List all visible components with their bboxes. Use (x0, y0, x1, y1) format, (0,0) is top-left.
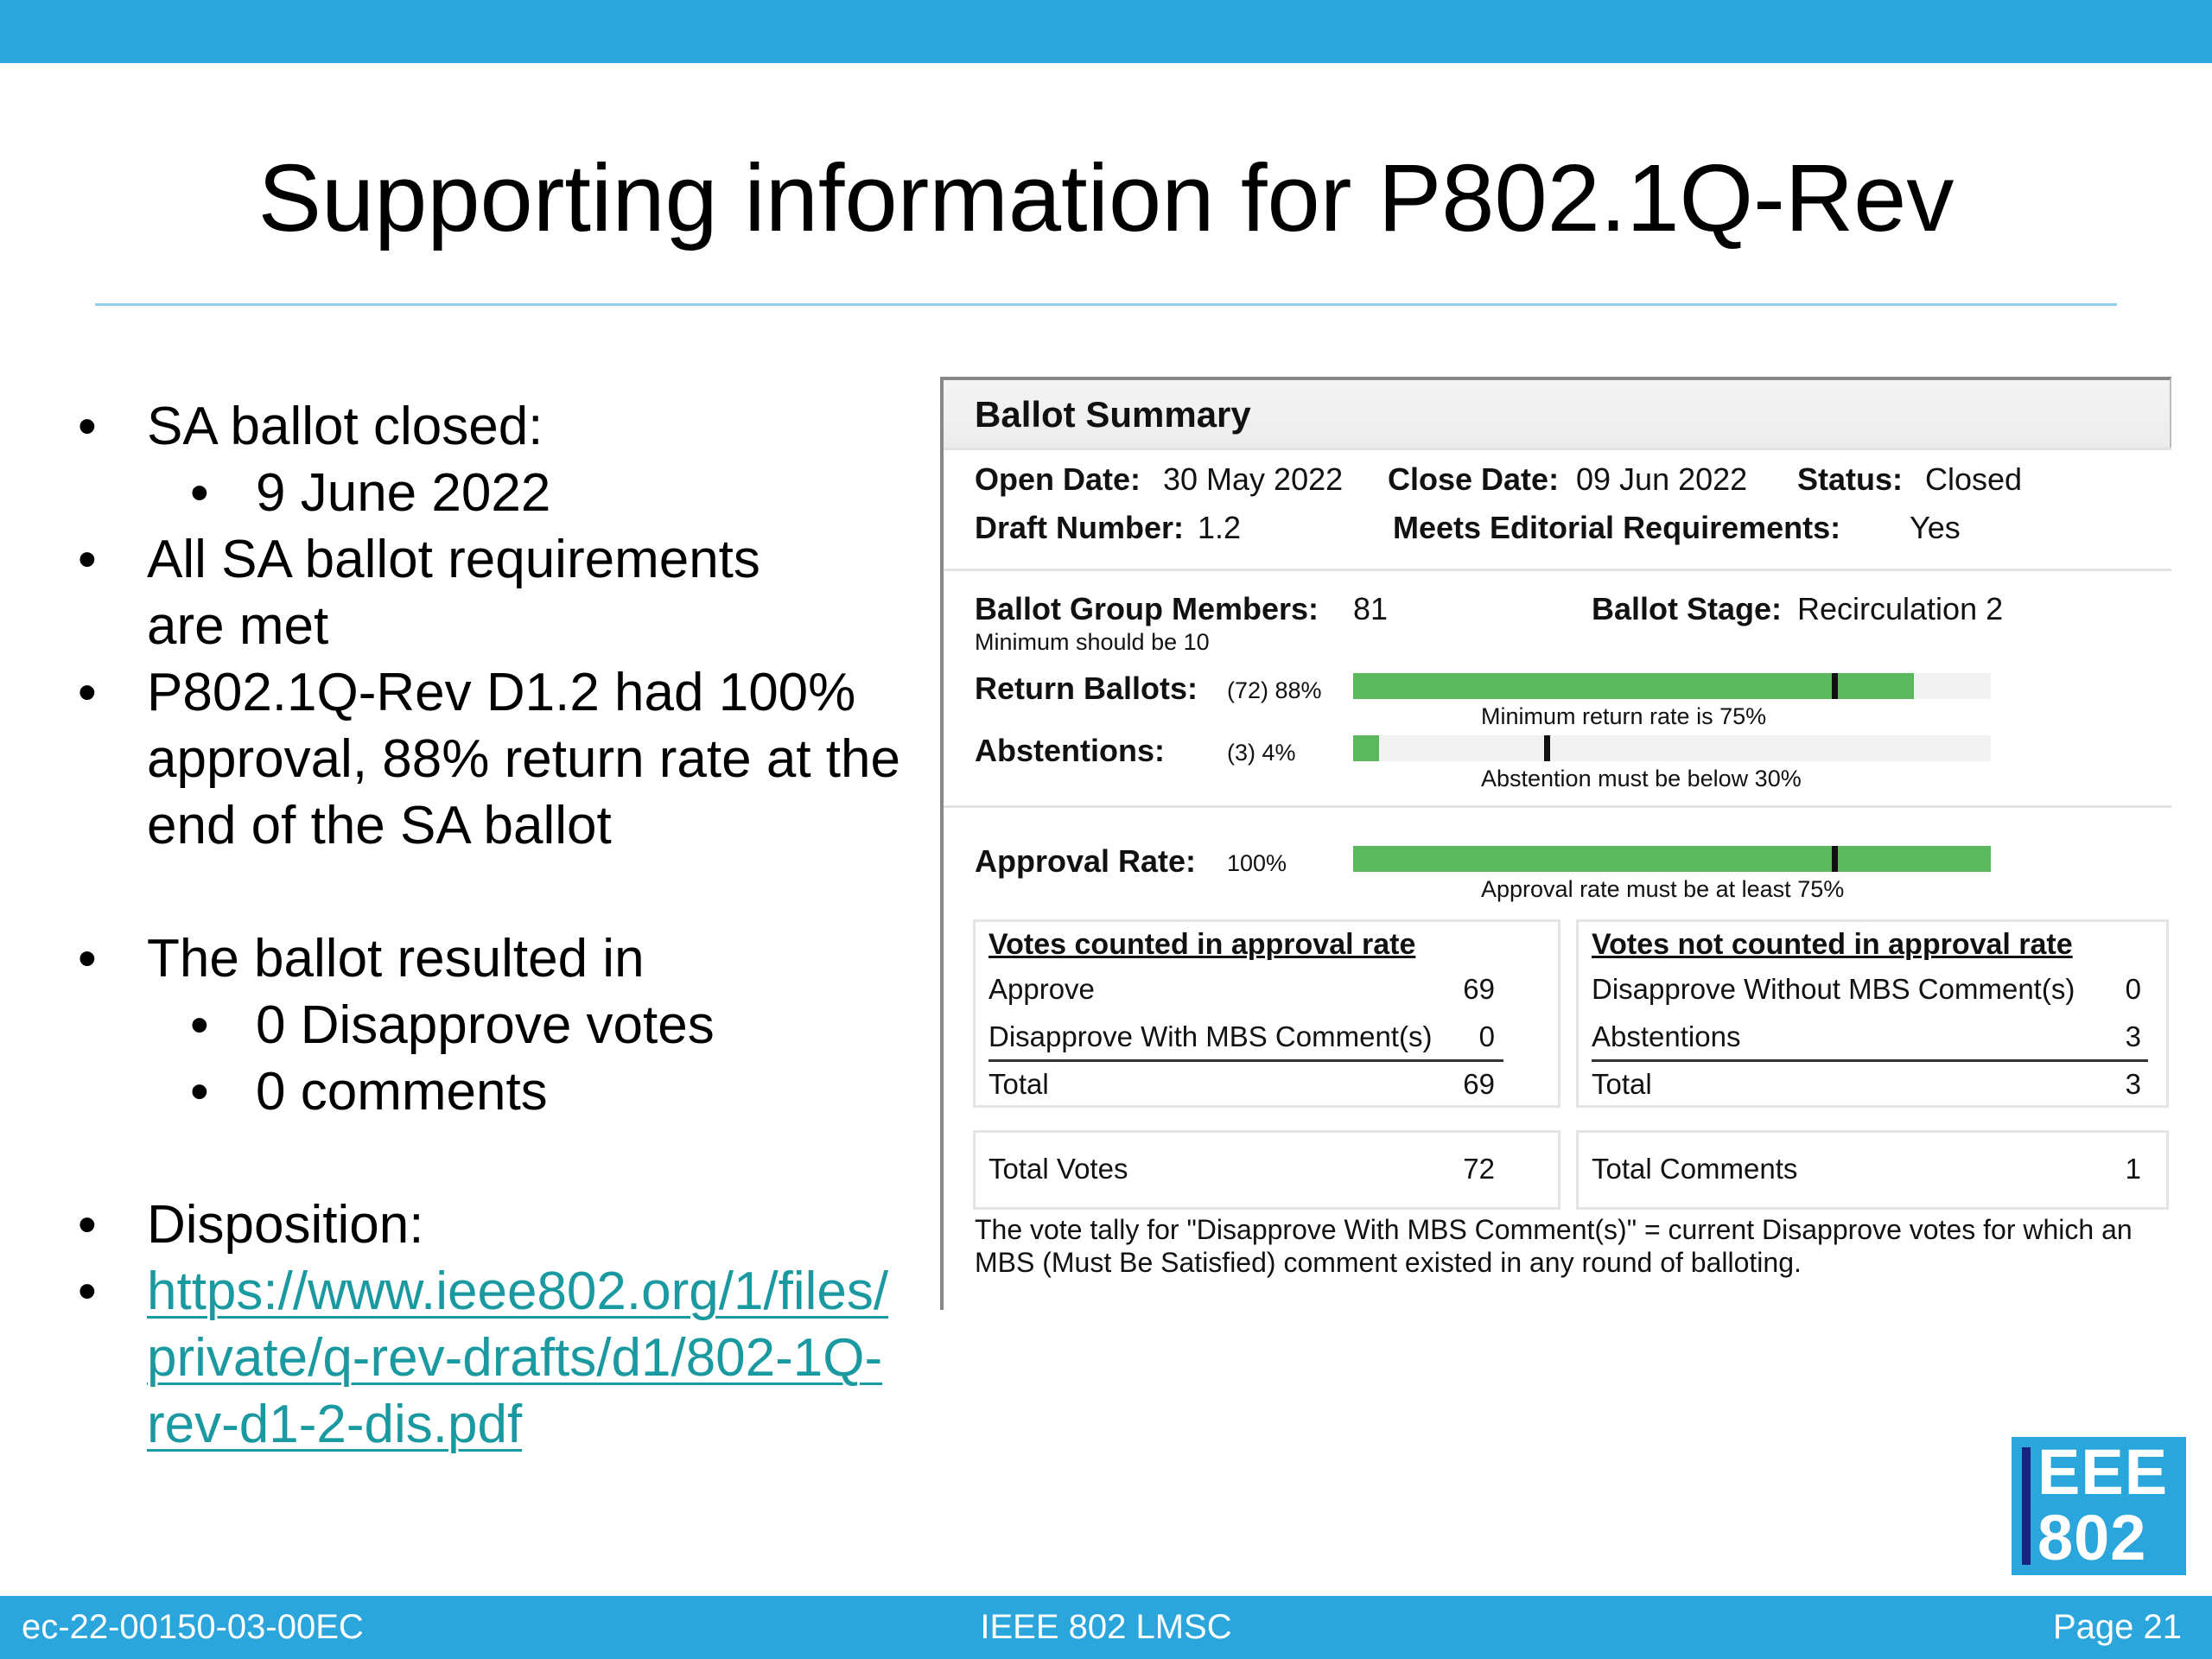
counted-approve-label: Approve (988, 973, 1095, 1005)
bullet-requirements-line1: All SA ballot requirements (147, 530, 760, 589)
return-rate-threshold (1832, 673, 1838, 699)
logo-bar (2022, 1447, 2031, 1565)
disposition-link-line2[interactable]: private/q-rev-drafts/d1/802-1Q- (147, 1328, 883, 1388)
counted-total-value: 69 (1463, 1068, 1495, 1100)
ballot-summary-panel (940, 377, 2171, 1310)
header-separator (944, 448, 2171, 450)
draft-number-label: Draft Number: (975, 510, 1185, 545)
not-counted-disapprove-label: Disapprove Without MBS Comment(s) (1592, 973, 2075, 1005)
editorial-label: Meets Editorial Requirements: (1393, 510, 1841, 545)
not-counted-abstentions-value: 3 (2125, 1020, 2141, 1052)
logo-text-eee: EEE (2037, 1436, 2169, 1508)
rates-separator (944, 805, 2171, 808)
bullet-ballot-closed: • SA ballot closed: (69, 393, 942, 460)
close-date-label: Close Date: (1388, 461, 1560, 497)
return-ballots-value: (72) 88% (1227, 677, 1322, 703)
group-members-label: Ballot Group Members: (975, 591, 1319, 626)
spacer (69, 1125, 942, 1192)
counted-disapprove-label: Disapprove With MBS Comment(s) (988, 1020, 1433, 1052)
open-date-label: Open Date: (975, 461, 1141, 497)
bullet-disposition: • Disposition: (69, 1192, 942, 1258)
slide-title: Supporting information for P802.1Q-Rev (257, 145, 1955, 251)
bullet-requirements-line2: are met (147, 596, 329, 656)
counted-approve-value: 69 (1463, 973, 1495, 1005)
bullet-approval-line2: approval, 88% return rate at the (147, 729, 900, 789)
ballot-summary-heading: Ballot Summary (975, 394, 1251, 435)
logo-text-802: 802 (2037, 1502, 2147, 1573)
panel-left-border (940, 377, 944, 1310)
footer-page-number: Page 21 (2052, 1608, 2182, 1646)
title-divider (95, 303, 2117, 306)
counted-total-rule (988, 1059, 1503, 1062)
not-counted-abstentions-label: Abstentions (1592, 1020, 1741, 1052)
top-banner (0, 0, 2212, 63)
approval-rate-threshold (1832, 846, 1838, 872)
return-rate-fill (1353, 673, 1914, 699)
footer-bar (0, 1596, 2212, 1659)
status-label: Status: (1797, 461, 1904, 497)
vote-tally-note: The vote tally for "Disapprove With MBS Comment(s)" = current Disapprove votes for which an MBS (Must Be Satisfied) comment existed in any round of balloting. (975, 1214, 2133, 1278)
not-counted-total-rule (1592, 1059, 2148, 1062)
not-counted-total-label: Total (1592, 1068, 1652, 1100)
not-counted-disapprove-value: 0 (2125, 973, 2141, 1005)
ballot-stage-label: Ballot Stage: (1592, 591, 1783, 626)
votes-counted-title: Votes counted in approval rate (988, 928, 1416, 961)
disposition-link[interactable] (69, 1258, 942, 1458)
bullet-ballot-result: • The ballot resulted in (69, 925, 942, 992)
bullet-approval-line1: P802.1Q-Rev D1.2 had 100% (147, 663, 856, 722)
editorial-value: Yes (1910, 510, 1961, 545)
return-rate-bar (1353, 673, 1991, 699)
status-value: Closed (1925, 461, 2023, 497)
abstention-fill (1353, 735, 1379, 761)
bullet-list (69, 393, 942, 1458)
total-comments-label: Total Comments (1592, 1153, 1798, 1185)
bullet-approval-summary (69, 659, 942, 859)
approval-rate-label: Approval Rate: (975, 843, 1197, 879)
sub-bullet-close-date: • 9 June 2022 (69, 460, 942, 526)
counted-disapprove-value: 0 (1478, 1020, 1495, 1052)
approval-rate-fill (1353, 846, 1991, 872)
ballot-stage-value: Recirculation 2 (1797, 591, 2004, 626)
members-minimum-note: Minimum should be 10 (975, 629, 1210, 655)
info-separator (944, 569, 2171, 571)
abstentions-value: (3) 4% (1227, 740, 1296, 766)
counted-total-label: Total (988, 1068, 1049, 1100)
abstention-note: Abstention must be below 30% (1481, 766, 1802, 791)
disposition-link-line3[interactable]: rev-d1-2-dis.pdf (147, 1395, 523, 1454)
bullet-approval-line3: end of the SA ballot (147, 796, 612, 855)
draft-number-value: 1.2 (1198, 510, 1242, 545)
disposition-link-line1[interactable]: https://www.ieee802.org/1/files/ (147, 1262, 889, 1321)
return-ballots-label: Return Ballots: (975, 671, 1198, 706)
sub-bullet-comments: • 0 comments (69, 1058, 942, 1125)
footer-doc-id: ec-22-00150-03-00EC (22, 1608, 364, 1646)
open-date-value: 30 May 2022 (1163, 461, 1344, 497)
sub-bullet-disapprove: • 0 Disapprove votes (69, 992, 942, 1058)
close-date-value: 09 Jun 2022 (1576, 461, 1748, 497)
approval-rate-note: Approval rate must be at least 75% (1481, 876, 1845, 902)
spacer (69, 859, 942, 925)
bullet-requirements (69, 526, 942, 659)
group-members-value: 81 (1353, 591, 1389, 626)
ieee-802-logo (2012, 1437, 2186, 1575)
abstention-threshold (1544, 735, 1550, 761)
return-rate-note: Minimum return rate is 75% (1481, 703, 1767, 729)
total-votes-value: 72 (1463, 1153, 1495, 1185)
abstentions-label: Abstentions: (975, 733, 1165, 768)
total-votes-label: Total Votes (988, 1153, 1128, 1185)
votes-not-counted-title: Votes not counted in approval rate (1592, 928, 2073, 961)
footer-org: IEEE 802 LMSC (980, 1608, 1232, 1646)
approval-rate-bar (1353, 846, 1991, 872)
not-counted-total-value: 3 (2125, 1068, 2141, 1100)
abstention-bar (1353, 735, 1991, 761)
approval-rate-value: 100% (1227, 850, 1287, 876)
total-comments-value: 1 (2125, 1153, 2141, 1185)
